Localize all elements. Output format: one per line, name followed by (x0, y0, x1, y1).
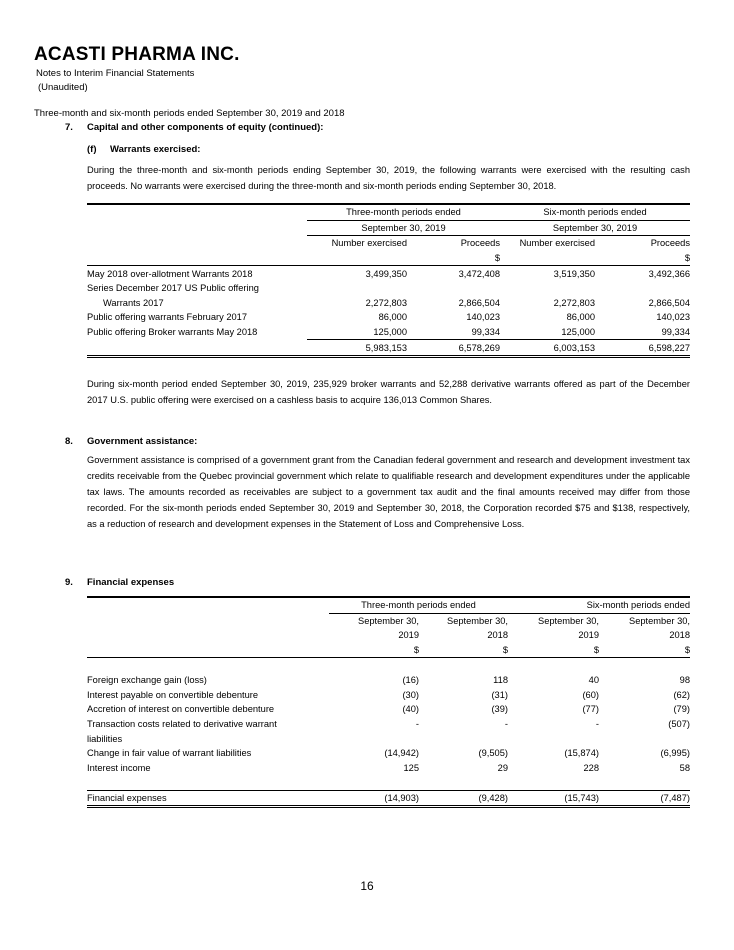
total-label: Financial expenses (87, 790, 329, 807)
row-label: Series December 2017 US Public offering (87, 283, 259, 294)
cell-value: (9,505) (478, 748, 508, 759)
note7f-title: Warrants exercised: (110, 144, 201, 155)
cell-value: (62) (673, 689, 690, 700)
period-line: Three-month and six-month periods ended September 30, 2019 and 2018 (34, 108, 345, 119)
table-header-row (87, 220, 690, 236)
currency-symbol: $ (508, 643, 599, 658)
spacer-row (87, 775, 690, 790)
currency-symbol: $ (419, 643, 508, 658)
note7-paragraph1: During the three-month and six-month periods ending September 30, 2019, the following warrants were exercised with the resulting cash proceeds. No warrants were exercised during the three-month and six-month periods ending September 30, 2018. (87, 165, 690, 191)
col-number-exercised: Number exercised (519, 238, 595, 249)
col-year: 2019 (578, 630, 599, 641)
cell-value: - (595, 719, 599, 730)
cell-value: (77) (582, 704, 599, 715)
cell-value: 3,499,350 (365, 268, 407, 279)
cell-value: 3,492,366 (648, 268, 690, 279)
cell-value: (507) (668, 719, 690, 730)
table-row (87, 673, 690, 688)
table-header-row (87, 628, 690, 643)
note7-paragraph2: During six-month period ended September 30, 2019, 235,929 broker warrants and 52,288 derivative warrants offered as part of the December 2017 U.S. public offering were exercised on a cashless basis to acquire 136,013 Common Shares. (87, 379, 690, 405)
note8-paragraph: Government assistance is comprised of a government grant from the Canadian federal government and research and development investment tax credits receivable from the Quebec provincial government which relate to qualifiable research and development expenditures under the applicable tax laws. The amounts recorded as receivables are subject to a government tax audit and the final amounts received may differ from those recorded. For the six-month periods ended September 30, 2019 and September 30, 2018, the Corporation recorded $75 and $138, respectively, as a reduction of research and development expenses in the Statement of Loss and Comprehensive Loss. (87, 455, 690, 529)
cell-value: (79) (673, 704, 690, 715)
cell-value: 2,866,504 (648, 297, 690, 308)
col-year: 2019 (398, 630, 419, 641)
note7-number: 7. (65, 122, 73, 133)
table-row (87, 746, 690, 761)
cell-value: 140,023 (466, 312, 500, 323)
col-proceeds: Proceeds (650, 238, 690, 249)
cell-value: 125,000 (500, 325, 595, 340)
cell-value: 3,519,350 (553, 268, 595, 279)
total-value: 6,003,153 (500, 340, 595, 357)
notes-subtitle: Notes to Interim Financial Statements (36, 68, 195, 79)
cell-value: - (504, 719, 508, 730)
cell-value: 99,334 (407, 325, 500, 340)
table-row (87, 731, 690, 746)
currency-symbol: $ (407, 251, 500, 266)
cell-value: (40) (402, 704, 419, 715)
table-row (87, 325, 690, 340)
spacer-row (87, 658, 690, 673)
cell-value: 228 (583, 762, 599, 773)
cell-value: (15,874) (564, 748, 599, 759)
row-label-continued: Warrants 2017 (103, 297, 164, 308)
cell-value: - (415, 719, 419, 730)
row-label: May 2018 over-allotment Warrants 2018 (87, 268, 253, 279)
note9-title: Financial expenses (87, 577, 175, 588)
table-row (87, 310, 690, 325)
table-header-row (87, 643, 690, 658)
cell-value: (16) (402, 675, 419, 686)
col-group-six-month: Six-month periods ended (500, 204, 690, 220)
col-date: September 30, (358, 615, 419, 626)
row-label: Interest income (87, 762, 151, 773)
table-row (87, 296, 690, 311)
currency-symbol: $ (595, 251, 690, 266)
cell-value: (60) (582, 689, 599, 700)
note8-title: Government assistance: (87, 436, 198, 447)
total-value: 6,578,269 (407, 340, 500, 357)
col-date: September 30, (629, 615, 690, 626)
note7-title: Capital and other components of equity (continued): (87, 122, 324, 133)
note8-number: 8. (65, 436, 73, 447)
table-header-row (87, 204, 690, 220)
warrants-exercised-table (87, 203, 690, 358)
row-label: Change in fair value of warrant liabilities (87, 748, 252, 759)
cell-value: (31) (491, 689, 508, 700)
row-label: Foreign exchange gain (loss) (87, 675, 207, 686)
cell-value: 2,272,803 (553, 297, 595, 308)
total-value: 5,983,153 (307, 340, 407, 357)
cell-value: 2,866,504 (458, 297, 500, 308)
col-date-six-month: September 30, 2019 (500, 220, 690, 236)
table-header-row (87, 613, 690, 628)
row-label: Public offering warrants February 2017 (87, 312, 248, 323)
cell-value: 3,472,408 (458, 268, 500, 279)
col-date: September 30, (447, 615, 508, 626)
note9-number: 9. (65, 577, 73, 588)
table-header-row (87, 597, 690, 613)
cell-value: 140,023 (656, 312, 690, 323)
table-row (87, 266, 690, 281)
cell-value: 125,000 (307, 325, 407, 340)
cell-value: 2,272,803 (365, 297, 407, 308)
cell-value: 99,334 (595, 325, 690, 340)
col-date: September 30, (538, 615, 599, 626)
row-label: Public offering Broker warrants May 2018 (87, 327, 258, 338)
currency-symbol: $ (599, 643, 690, 658)
page-number: 16 (360, 879, 374, 893)
cell-value: 118 (493, 675, 508, 686)
total-value: 6,598,227 (595, 340, 690, 357)
table-row (87, 717, 690, 732)
row-label-continued: liabilities (87, 733, 123, 744)
currency-symbol: $ (329, 643, 419, 658)
note7f-number: (f) (87, 144, 97, 155)
cell-value: 98 (679, 675, 690, 686)
table-header-row (87, 251, 690, 266)
row-label: Accretion of interest on convertible debenture (87, 704, 275, 715)
cell-value: (39) (491, 704, 508, 715)
total-value: (9,428) (419, 790, 508, 807)
cell-value: (6,995) (660, 748, 690, 759)
col-date-three-month: September 30, 2019 (307, 220, 500, 236)
col-group-three-month: Three-month periods ended (329, 597, 508, 613)
col-proceeds: Proceeds (460, 238, 500, 249)
cell-value: 40 (588, 675, 599, 686)
table-total-row (87, 340, 690, 357)
cell-value: (14,942) (384, 748, 419, 759)
col-group-six-month: Six-month periods ended (508, 597, 690, 613)
table-row (87, 702, 690, 717)
cell-value: 86,000 (378, 312, 407, 323)
table-row (87, 281, 690, 296)
table-header-row (87, 236, 690, 251)
col-number-exercised: Number exercised (331, 238, 407, 249)
unaudited-label: (Unaudited) (38, 82, 88, 93)
table-row (87, 761, 690, 776)
company-name: ACASTI PHARMA INC. (34, 44, 240, 65)
table-row (87, 688, 690, 703)
col-year: 2018 (669, 630, 690, 641)
row-label: Interest payable on convertible debenture (87, 689, 259, 700)
row-label: Transaction costs related to derivative warrant (87, 719, 277, 730)
col-group-three-month: Three-month periods ended (307, 204, 500, 220)
cell-value: 58 (679, 762, 690, 773)
table-total-row (87, 790, 690, 807)
cell-value: 29 (497, 762, 508, 773)
cell-value: (30) (402, 689, 419, 700)
financial-expenses-table (87, 596, 690, 808)
col-year: 2018 (487, 630, 508, 641)
total-value: (15,743) (508, 790, 599, 807)
cell-value: 86,000 (566, 312, 595, 323)
total-value: (7,487) (599, 790, 690, 807)
cell-value: 125 (403, 762, 419, 773)
total-value: (14,903) (329, 790, 419, 807)
